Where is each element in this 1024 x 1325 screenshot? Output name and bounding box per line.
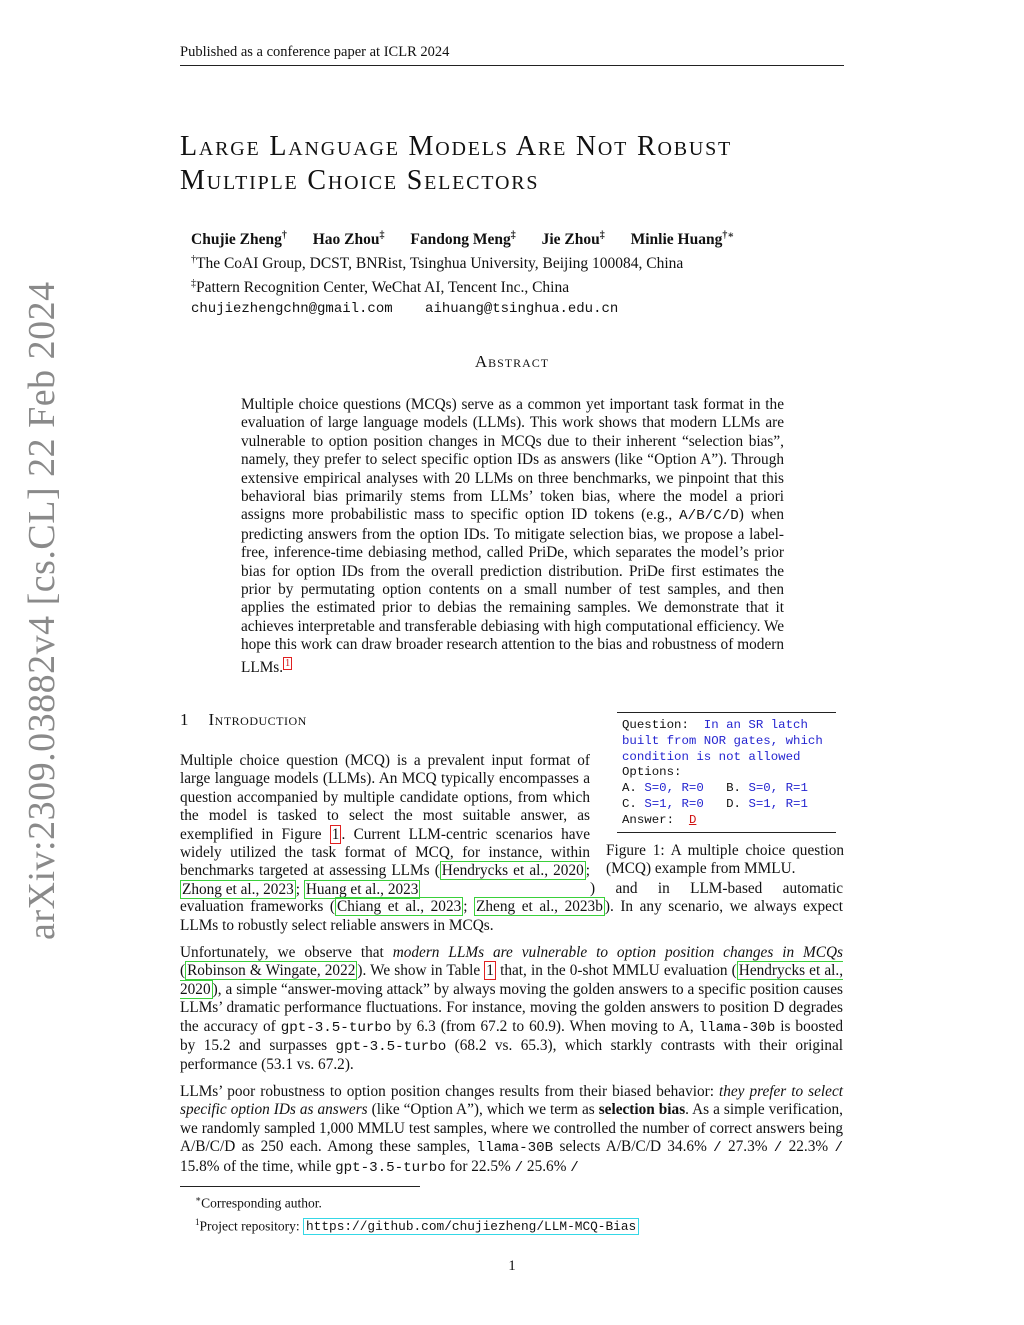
paper-title [180, 130, 860, 198]
citation-link[interactable]: Robinson & Wingate, 2022 [187, 962, 356, 980]
author: Hao Zhou‡ [312, 230, 385, 249]
footnote-2: $^1$Project repository: https://github.com/chujiezheng/LLM-MCQ-Bias [195, 1213, 639, 1237]
email-link[interactable]: chujiezhengchn@gmail.com [191, 301, 393, 318]
email-link[interactable]: aihuang@tsinghua.edu.cn [425, 301, 619, 318]
footnote-link[interactable]: 1 [285, 657, 291, 669]
citation-link[interactable]: Zheng et al., 2023b [476, 898, 603, 916]
author-emails [191, 299, 756, 319]
author-names [191, 226, 756, 250]
intro-paragraph-2: Unfortunately, we observe that modern LLMs are vulnerable to option position changes in MCQs ( Robinson & Wingate, 2022 ). We show in Table 1 that, in the 0-shot MMLU evaluation ( Hendrycks et al., 2020 ), a simple “answer-moving attack” by always moving the golden answers to a specific position causes LLMs’ dramatic performance fluctuations. For instance, moving the golden answers to position D degrades the accuracy of gpt-3.5-turbo by 6.3 (from 67.2 to 60.9). When moving to A, llama-30b is boosted by 15.2 and surpasses gpt-3.5-turbo (68.2 vs. 65.3), which starkly contrasts with their original performance (53.1 vs. 67.2). [180, 944, 844, 1074]
table-ref-link[interactable]: 1 [486, 962, 494, 980]
answer-value: D [688, 812, 697, 827]
running-head: Published as a conference paper at ICLR 2024 [180, 44, 450, 60]
figure-caption: Figure 1: A multiple choice question (MCQ) example from MMLU. [606, 842, 844, 878]
citation-link[interactable]: Hendrycks et al., 2020 [180, 962, 844, 998]
author: Minlie Huang†∗ [630, 230, 735, 249]
citation-link[interactable]: Hendrycks et al., 2020 [441, 862, 584, 880]
intro-paragraph-3: LLMs’ poor robustness to option position changes results from their biased behavior: they prefer to select specific option IDs as answers (like “Option A”), which we term as selection bias. As a simple verification, we randomly sampled 1,000 MMLU test samples, where we controlled the number of correct answers being A/B/C/D as 250 each. Among these samples, llama-30B selects A/B/C/D 34.6% / 27.3% / 22.3% / 15.8% of the time, while gpt-3.5-turbo for 22.5% / 25.6% / [180, 1083, 843, 1176]
figure-ref-link[interactable]: 1 [331, 825, 340, 843]
citation-link[interactable]: Zhong et al., 2023 [182, 880, 294, 898]
affiliation-1: †The CoAI Group, DCST, BNRist, Tsinghua University, Beijing 100084, China [191, 254, 684, 273]
author-block [191, 226, 756, 319]
footnote-rule [180, 1186, 420, 1187]
author: Chujie Zheng† [191, 230, 287, 249]
citation-link[interactable]: Chiang et al., 2023 [337, 898, 462, 916]
title-line-1: Large Language Models Are Not Robust [180, 131, 733, 162]
title-line-2: Multiple Choice Selectors [180, 165, 540, 196]
author: Jie Zhou‡ [541, 230, 605, 249]
header-rule [180, 65, 844, 66]
section-heading: 1 Introduction [180, 710, 307, 729]
footnotes [195, 1190, 639, 1236]
footnote-1: ∗Corresponding author. [195, 1194, 322, 1211]
abstract-heading: Abstract [474, 352, 550, 371]
abstract-body: Multiple choice questions (MCQs) serve as a common yet important task format in the evaluation of large language models (LLMs). This work shows that modern LLMs are vulnerable to option position changes in MCQs due to their inherent “selection bias”, namely, they prefer to select specific option IDs as answers (like “Option A”). Through extensive empirical analyses with 20 LLMs on three benchmarks, we pinpoint that this behavioral bias primarily stems from LLMs’ token bias, where the model a priori assigns more probabilistic mass to specific option ID tokens (e.g., A/B/C/D) when predicting answers from the option IDs. To mitigate selection bias, we propose a label-free, inference-time debiasing method, called PriDe, which separates the model’s prior bias for option IDs from the overall prediction distribution. PriDe first estimates the prior by permutating option contents on a small number of test samples, and then applies the estimated prior to debias the remaining samples. We demonstrate that it achieves interpretable and transferable debiasing with high computational efficiency. We hope this work can draw broader research attention to the bias and robustness of modern LLMs. $^1$ [241, 396, 784, 676]
arxiv-stamp: arXiv:2309.03882v4 [cs.CL] 22 Feb 2024 [21, 281, 63, 940]
affiliation-2: ‡Pattern Recognition Center, WeChat AI, Tencent Inc., China [191, 278, 570, 297]
intro-paragraph-1: Multiple choice question (MCQ) is a prevalent input format of large language models (LLMs). An MCQ typically encompasses a question accompanied by multiple candidate options, from which the model is tasked to select the most suitable answer, as exemplified in Figure 1 . Current LLM-centric scenarios have widely utilized the task format of MCQ, for instance, within benchmarks targeted at assessing LLMs ( Hendrycks et al., 2020 ; Zhong et al., 2023 ; Huang et al., 2023 [180, 752, 590, 898]
page-number: 1 [508, 1258, 516, 1274]
figure-1-mcq-example: Question: In an SR latch built from NOR gates, which condition is not allowed Options: A. S=0, R=0 B. S=0, R=1 C. S=1, R=0 D. S=1, R=1 Answer: D [617, 712, 836, 833]
citation-link[interactable]: Huang et al., 2023 [305, 880, 419, 898]
author: Fandong Meng‡ [410, 230, 516, 249]
repository-link[interactable]: https://github.com/chujiezheng/LLM-MCQ-Bias [303, 1218, 639, 1235]
intro-paragraph-1-continuation: ) and in LLM-based automatic evaluation frameworks ( Chiang et al., 2023 ; Zheng et al., 2023b ). In any scenario, we always expect LLMs to robustly select reliable answers in MCQs. [180, 880, 844, 934]
